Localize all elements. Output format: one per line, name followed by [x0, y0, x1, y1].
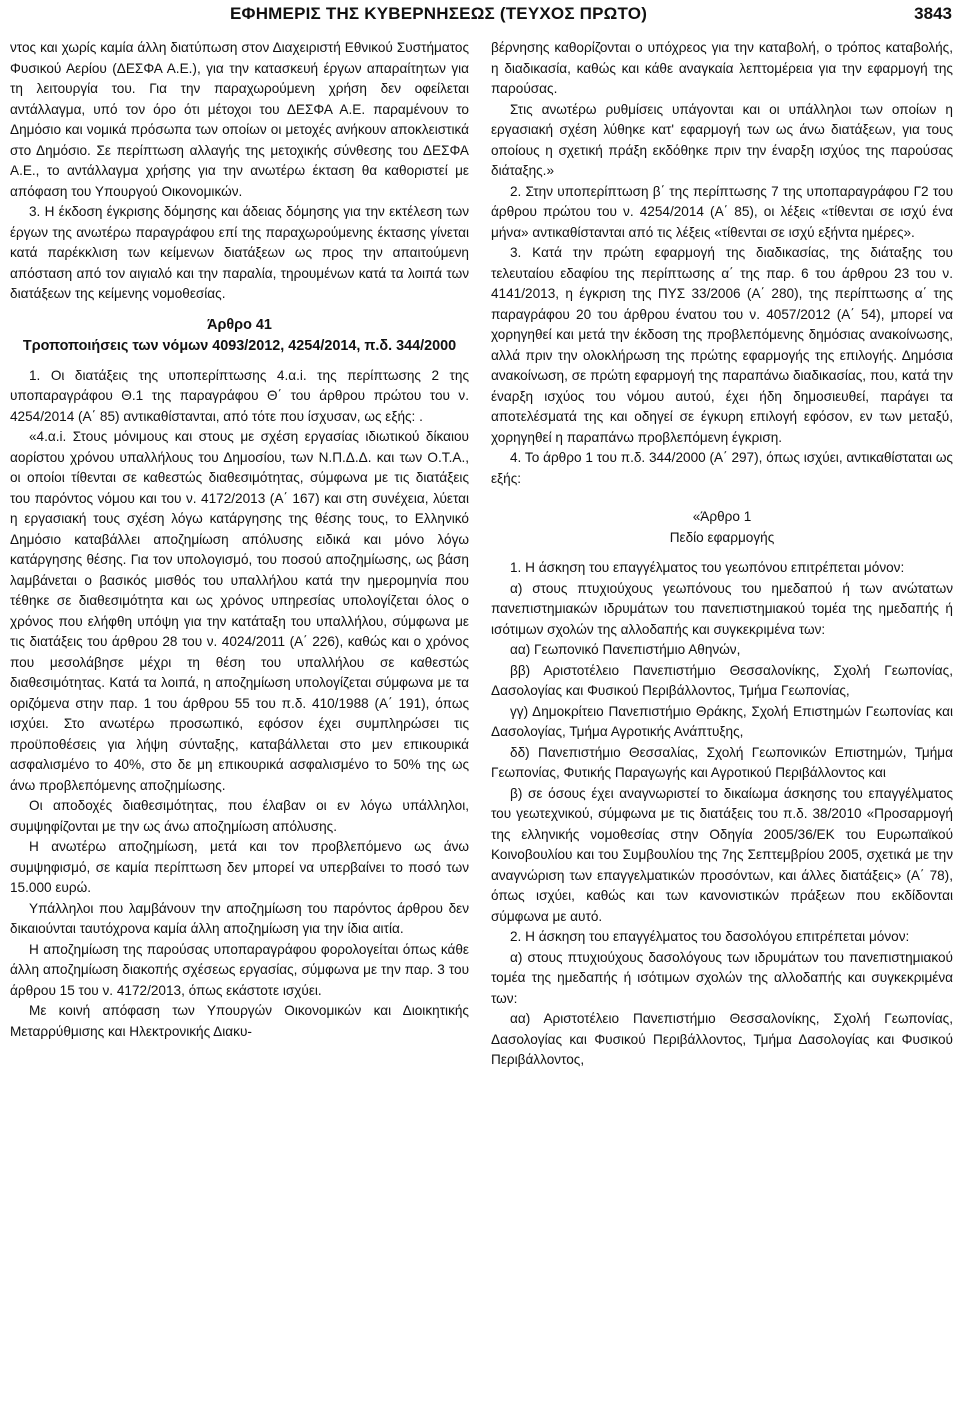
- paragraph-continuation: ντος και χωρίς καμία άλλη διατύπωση στον Διαχειριστή Εθνικού Συστήματος Φυσικού Αερίου (ΔΕΣΦΑ Α.Ε.), για την κατασκευή έργων απαραίτητων για τη λειτουργία του. Για την παραχωρούμενη χρήση δεν οφείλεται αντάλλαγμα, υπό τον όρο ότι μέτοχοι του ΔΕΣΦΑ Α.Ε. παραμένουν το Δημόσιο και νομικά πρόσωπα των οποίων οι μετοχές ανήκουν αποκλειστικά στο Δημόσιο. Σε περίπτωση αλλαγής της μετοχικής σύνθεσης του ΔΕΣΦΑ Α.Ε., το αντάλλαγμα χρήσης για την ανωτέρω έκταση θα καθοριστεί με απόφαση του Υπουργού Οικονομικών.: [10, 40, 469, 199]
- list-item: αα) Γεωπονικό Πανεπιστήμιο Αθηνών,: [510, 642, 741, 657]
- page-header: [0, 4, 960, 30]
- quoted-article-title: «Άρθρο 1: [692, 509, 752, 524]
- list-item: γγ) Δημοκρίτειο Πανεπιστήμιο Θράκης, Σχολή Επιστημών Γεωπονίας και Δασολογίας, Τμήμα Αγροτικής Ανάπτυξης,: [491, 703, 953, 739]
- paragraph: Οι αποδοχές διαθεσιμότητας, που έλαβαν οι εν λόγω υπάλληλοι, συμψηφίζονται με την ως άνω αποζημίωση απόλυσης.: [10, 798, 469, 834]
- paragraph: Η ανωτέρω αποζημίωση, μετά και τον προβλεπόμενο ως άνω συμψηφισμό, σε καμία περίπτωση δεν μπορεί να υπερβαίνει το ποσό των 15.000 ευρώ.: [10, 839, 469, 895]
- paragraph: Υπάλληλοι που λαμβάνουν την αποζημίωση του παρόντος άρθρου δεν δικαιούνται ταυτόχρονα καμία άλλη αποζημίωση για την ίδια αιτία.: [10, 900, 469, 936]
- list-item: β) σε όσους έχει αναγνωριστεί το δικαίωμα άσκησης του επαγγέλματος του γεωτεχνικού, σύμφωνα με τις διατάξεις του π.δ. 38/2010 «Προσαρμογή της ελληνικής νομοθεσίας στην Οδηγία 2005/36/ΕΚ του Ευρωπαϊκού Κοινοβουλίου και του Συμβουλίου της 7ης Σεπτεμβρίου 2005, σχετικά με την αναγνώριση των επαγγελματικών προσόντων, και άλλες διατάξεις» (Α΄ 78), όπως ισχύει, καθώς και των κανονιστικών πράξεων που εκδίδονται σύμφωνα με αυτό.: [491, 785, 953, 924]
- paragraph-2: 2. Στην υποπερίπτωση β΄ της περίπτωσης 7 της υποπαραγράφου Γ2 του άρθρου πρώτου του ν. 4254/2014 (Α΄ 85), οι λέξεις «τίθενται σε ισχύ ένα μήνα» αντικαθίστανται από τις λέξεις «τίθενται σε ισχύ εξήντα ημέρες».: [491, 183, 953, 240]
- paragraph-3: 3. Η έκδοση έγκρισης δόμησης και άδειας δόμησης για την εκτέλεση των έργων της ανωτέρω παραγράφου επί της παραχωρούμενης έκτασης γίνεται κατά παρέκκλιση των κείμενων διατάξεων ως προς την απαιτούμενη απόσταση από τον αιγιαλό και την παραλία, τηρουμένων κατά τα λοιπά των διατάξεων της κείμενης νομοθεσίας.: [10, 204, 469, 301]
- page-number: 3843: [914, 4, 952, 23]
- paragraph-4: 4. Το άρθρο 1 του π.δ. 344/2000 (Α΄ 297), όπως ισχύει, αντικαθίσταται ως εξής:: [491, 450, 953, 486]
- gazette-title: ΕΦΗΜΕΡΙΣ ΤΗΣ ΚΥΒΕΡΝΗΣΕΩΣ (ΤΕΥΧΟΣ ΠΡΩΤΟ): [230, 4, 648, 23]
- paragraph-1: 1. Η άσκηση του επαγγέλματος του γεωπόνου επιτρέπεται μόνον:: [510, 560, 905, 575]
- paragraph: Στις ανωτέρω ρυθμίσεις υπάγονται και οι υπάλληλοι των οποίων η εργασιακή σχέση λύθηκε κατ' εφαρμογή των ως άνω διατάξεων, για τους οποίους η σχετική πράξη εκδόθηκε πριν την έναρξη ισχύος της παρούσας διάταξης.»: [491, 101, 953, 178]
- list-item: α) στους πτυχιούχους γεωπόνους του ημεδαπού ή των ανώτατων πανεπιστημιακών ιδρυμάτων του πανεπιστημιακού τομέα της ημεδαπής ή ισότιμων σχολών της αλλοδαπής και συγκεκριμένα των:: [491, 580, 953, 637]
- article-title: Άρθρο 41: [207, 316, 272, 333]
- paragraph-continuation: βέρνησης καθορίζονται ο υπόχρεος για την καταβολή, ο τρόπος καταβολής, η διαδικασία, καθώς και κάθε αναγκαία λεπτομέρεια για την εφαρμογή της παρούσας.: [491, 40, 953, 96]
- paragraph-1: 1. Οι διατάξεις της υποπερίπτωσης 4.α.i. της περίπτωσης 2 της υποπαραγράφου Θ.1 της παραγράφου Θ΄ του άρθρου πρώτου του ν. 4254/2014 (Α΄ 85) αντικαθίστανται, από τότε που ίσχυσαν, ως εξής: .: [10, 367, 469, 424]
- list-item: ββ) Αριστοτέλειο Πανεπιστήμιο Θεσσαλονίκης, Σχολή Γεωπονίας, Δασολογίας και Φυσικού Περιβάλλοντος, Τμήμα Γεωπονίας,: [491, 662, 953, 698]
- paragraph: Με κοινή απόφαση των Υπουργών Οικονομικών και Διοικητικής Μεταρρύθμισης και Ηλεκτρονικής Διακυ-: [10, 1003, 469, 1039]
- right-column: [491, 38, 953, 1071]
- paragraph-2: 2. Η άσκηση του επαγγέλματος του δασολόγου επιτρέπεται μόνον:: [510, 929, 910, 944]
- article-subtitle: Τροποποιήσεις των νόμων 4093/2012, 4254/2014, π.δ. 344/2000: [22, 337, 457, 354]
- list-item: δδ) Πανεπιστήμιο Θεσσαλίας, Σχολή Γεωπονικών Επιστημών, Τμήμα Γεωπονίας, Φυτικής Παραγωγής και Αγροτικού Περιβάλλοντος και: [491, 744, 953, 780]
- list-item: α) στους πτυχιούχους δασολόγους των ιδρυμάτων του πανεπιστημιακού τομέα της ημεδαπής ή ισότιμων σχολών της αλλοδαπής και συγκεκριμένα των:: [491, 949, 953, 1006]
- quoted-provision: «4.α.i. Στους μόνιμους και στους με σχέση εργασίας ιδιωτικού δίκαιου αορίστου χρόνου υπαλλήλους του Δημοσίου, των Ν.Π.Δ.Δ. και των Ο.Τ.Α., οι οποίοι τίθενται σε καθεστώς διαθεσιμότητας, σύμφωνα με τις διατάξεις του παρόντος νόμου και του ν. 4172/2013 (Α΄ 167) και στη συνέχεια, λύεται η εργασιακή τους σχέση λόγω κατάργησης της θέσης τους, το Ελληνικό Δημόσιο καταβάλλει αποζημίωση απόλυσης ειδικά και μόνο λόγω κατάργησης θέσης. Για τον υπολογισμό, του ποσού αποζημίωσης, ως βάση λαμβάνεται ο βασικός μισθός του υπαλλήλου κατά την ημερομηνία που τέθηκε σε διαθεσιμότητα και ως χρόνος υπηρεσίας υπολογίζεται όλος ο χρόνος που ελήφθη υπόψη για την κατάταξη του υπαλλήλου, σύμφωνα με τις διατάξεις του άρθρου 28 του ν. 4024/2011 (Α΄ 226), καθώς και ο χρόνος που μεσολάβησε μέχρι τη θέση του υπαλλήλου σε καθεστώς διαθεσιμότητας. Κατά τα λοιπά, η αποζημίωση υπολογίζεται σύμφωνα με τα οριζόμενα στην παρ. 1 του άρθρου 55 του π.δ. 410/1988 (Α΄ 191), όπως ισχύει. Στο ανωτέρω προσωπικό, εφόσον έχει συμπληρώσει τις προϋποθέσεις για λήψη σύνταξης, καταβάλλεται στο μεν επικουρικά ασφαλισμένο το 40%, στο δε μη επικουρικά ασφαλισμένο το 50% της ως άνω προβλεπόμενης αποζημίωσης.: [10, 429, 469, 793]
- list-item: αα) Αριστοτέλειο Πανεπιστήμιο Θεσσαλονίκης, Σχολή Γεωπονίας, Δασολογίας και Φυσικού Περιβάλλοντος, Τμήμα Δασολογίας και Φυσικού Περιβάλλοντος,: [491, 1011, 953, 1067]
- paragraph-3: 3. Κατά την πρώτη εφαρμογή της διαδικασίας, της διάταξης του τελευταίου εδαφίου της περίπτωσης α΄ της παρ. 6 του άρθρου 23 του ν. 4141/2013, η έγκριση της ΠΥΣ 33/2006 (Α΄ 280), της περίπτωσης α΄ της παραγράφου 20 του άρθρου ένατου του ν. 4057/2012 (Α΄ 54), μπορεί να χορηγηθεί και μετά την έκδοση της προβλεπόμενης δημόσιας ανακοίνωσης, αλλά πριν την ολοκλήρωση της πρώτης εφαρμογής της επιλογής. Δημόσια ανακοίνωση, σε πρώτη εφαρμογή της παραπάνω διαδικασίας, που, κατά την έναρξη ισχύος του νόμου αυτού, έχει ήδη δημοσιευθεί, παράγει τα αποτελέσματά της και οδηγεί σε έγκυρη επιλογή εφόσον, εν των μεταξύ, χορηγηθεί η παραπάνω προβλεπόμενη έγκριση.: [491, 245, 953, 445]
- paragraph: Η αποζημίωση της παρούσας υποπαραγράφου φορολογείται όπως κάθε άλλη αποζημίωση διακοπής σχέσεως εργασίας, σύμφωνα με την παρ. 3 του άρθρου 15 του ν. 4172/2013, όπως εκάστοτε ισχύει.: [10, 941, 469, 998]
- left-column: [10, 38, 469, 1042]
- quoted-article-subtitle: Πεδίο εφαρμογής: [669, 529, 775, 545]
